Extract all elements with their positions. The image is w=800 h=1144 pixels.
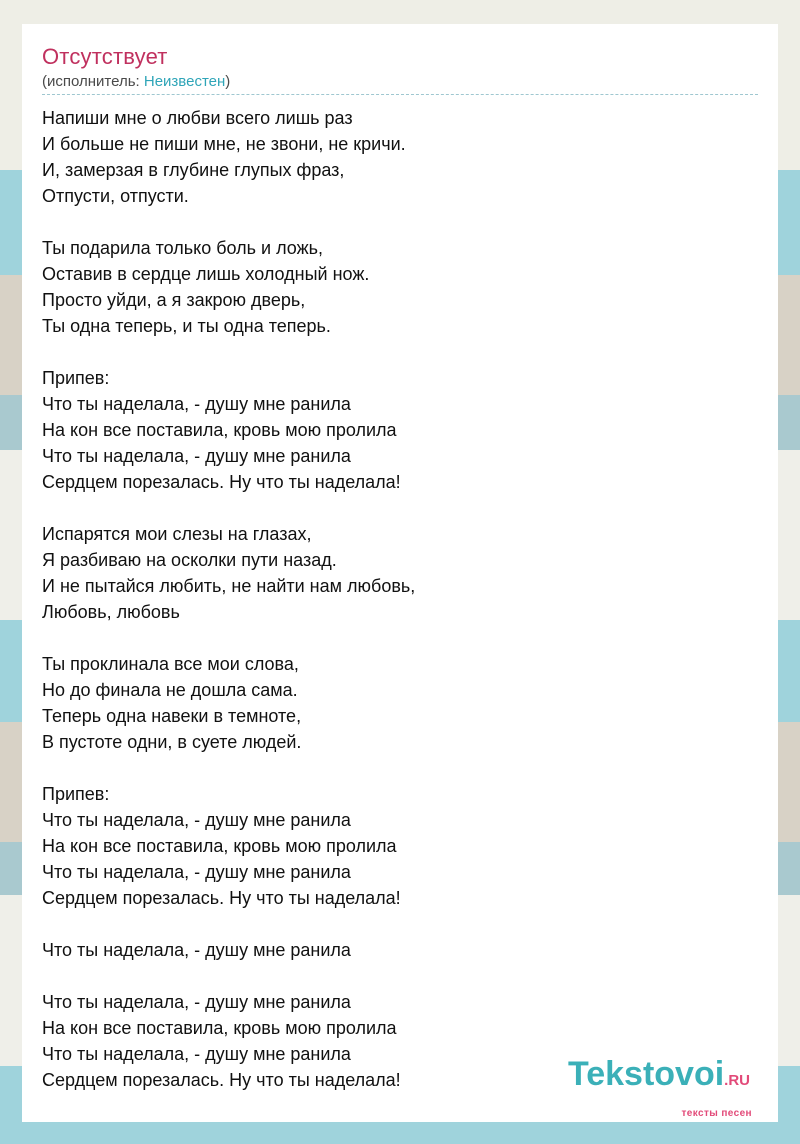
lyric-line: Сердцем порезалась. Ну что ты наделала! — [42, 888, 401, 908]
lyric-line: Ты подарила только боль и ложь, — [42, 238, 324, 258]
lyric-line: И больше не пиши мне, не звони, не кричи. — [42, 134, 406, 154]
lyric-line: Испарятся мои слезы на глазах, — [42, 524, 312, 544]
lyric-line: Что ты наделала, - душу мне ранила — [42, 992, 351, 1012]
logo-tld: .RU — [724, 1072, 750, 1089]
lyric-line: Что ты наделала, - душу мне ранила — [42, 446, 351, 466]
lyric-line — [42, 911, 415, 937]
lyric-line — [42, 755, 415, 781]
lyric-line: И, замерзая в глубине глупых фраз, — [42, 160, 345, 180]
lyric-line: Оставив в сердце лишь холодный нож. — [42, 264, 370, 284]
lyric-line: Сердцем порезалась. Ну что ты наделала! — [42, 1070, 401, 1090]
artist-suffix: ) — [225, 73, 231, 90]
lyric-line: Что ты наделала, - душу мне ранила — [42, 810, 351, 830]
lyric-line — [42, 209, 415, 235]
lyric-line: Ты проклинала все мои слова, — [42, 654, 299, 674]
lyric-line: Любовь, любовь — [42, 602, 180, 622]
lyric-line: На кон все поставила, кровь мою пролила — [42, 1018, 397, 1038]
lyric-line: Припев: — [42, 784, 110, 804]
lyric-line: Что ты наделала, - душу мне ранила — [42, 394, 351, 414]
lyric-line: Сердцем порезалась. Ну что ты наделала! — [42, 472, 401, 492]
header-divider — [42, 94, 758, 95]
artist-line — [42, 73, 230, 90]
lyric-line: Что ты наделала, - душу мне ранила — [42, 862, 351, 882]
lyric-line: Отпусти, отпусти. — [42, 186, 189, 206]
lyric-line: Я разбиваю на осколки пути назад. — [42, 550, 337, 570]
song-title: Отсутствует — [42, 44, 168, 69]
lyric-line: В пустоте одни, в суете людей. — [42, 732, 302, 752]
lyrics-card — [22, 24, 778, 1122]
lyric-line: Что ты наделала, - душу мне ранила — [42, 1044, 351, 1064]
lyric-line — [42, 339, 415, 365]
lyric-line: Просто уйди, а я закрою дверь, — [42, 290, 306, 310]
lyric-line: Напиши мне о любви всего лишь раз — [42, 108, 353, 128]
lyric-line: Припев: — [42, 368, 110, 388]
lyric-line: Но до финала не дошла сама. — [42, 680, 298, 700]
artist-link[interactable]: Неизвестен — [143, 73, 226, 90]
lyric-line: На кон все поставила, кровь мою пролила — [42, 836, 397, 856]
lyric-line: Что ты наделала, - душу мне ранила — [42, 940, 351, 960]
lyric-line: Ты одна теперь, и ты одна теперь. — [42, 316, 331, 336]
logo-name: Tekstovoi — [567, 1055, 725, 1093]
logo-tagline: тексты песен — [681, 1108, 752, 1119]
lyric-line — [42, 625, 415, 651]
lyric-line — [42, 495, 415, 521]
lyric-line — [42, 963, 415, 989]
lyric-line: На кон все поставила, кровь мою пролила — [42, 420, 397, 440]
site-logo[interactable] — [568, 1055, 750, 1094]
lyric-line: И не пытайся любить, не найти нам любовь, — [42, 576, 416, 596]
lyric-line: Теперь одна навеки в темноте, — [42, 706, 302, 726]
lyrics-text — [42, 105, 415, 1093]
artist-prefix: (исполнитель: — [42, 73, 144, 90]
